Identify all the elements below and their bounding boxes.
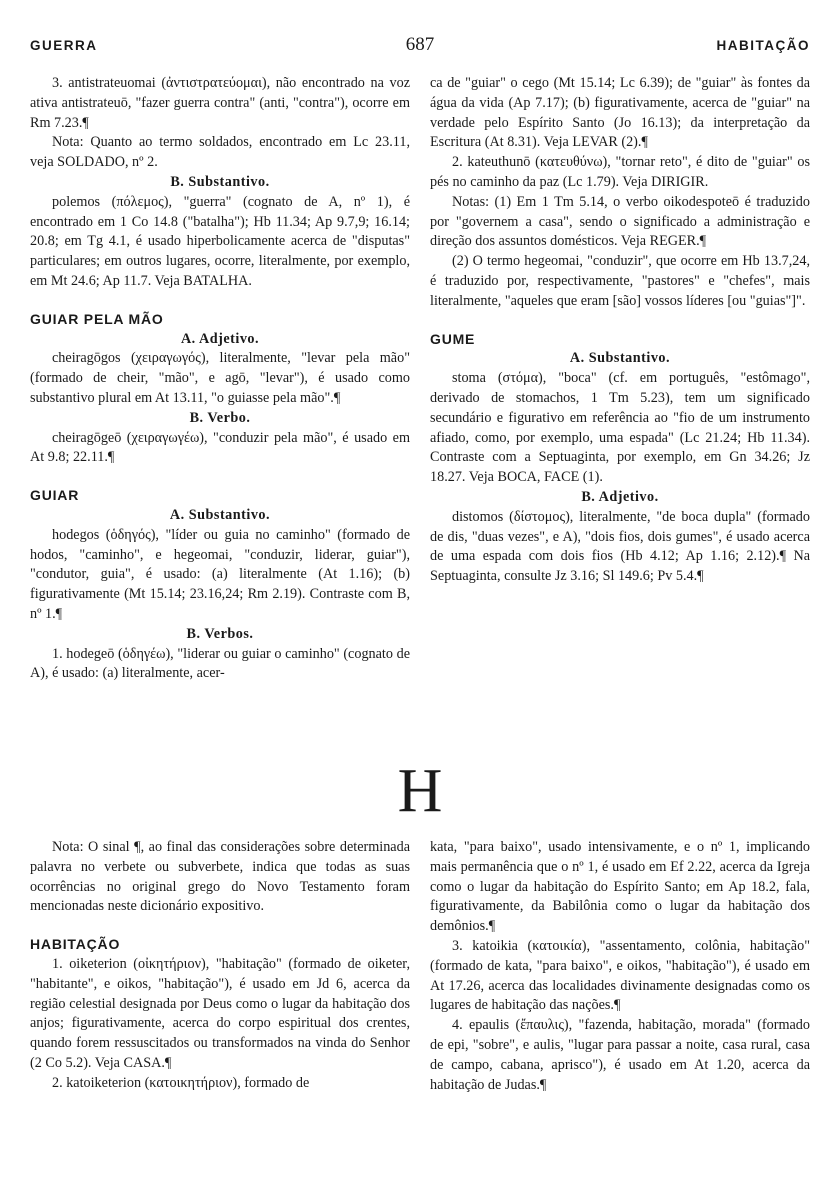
- paragraph: cheiragōgeō (χειραγωγέω), "conduzir pela mão", é usado em At 9.8; 22.11.¶: [30, 429, 410, 466]
- paragraph: kata, "para baixo", usado intensivamente, e o nº 1, implicando mais permanência que o nº 1, é usado em Ef 2.22, acerca da Igreja como o lugar da habitação do Espírito Santo; em Ap 18.2, fala, figurativamente, da Babilônia como o lugar da habitação dos demônios.¶: [430, 839, 810, 935]
- subsection-heading: B. Verbos.: [186, 625, 254, 642]
- paragraph: Nota: O sinal ¶, ao final das considerações sobre determinada palavra no verbete ou subverbete, indica que todas as suas ocorrências no original grego do Novo Testamento foram mencionadas neste dicionário expositivo.: [30, 839, 410, 915]
- column-top-right: [430, 74, 810, 587]
- subsection-heading: B. Verbo.: [189, 409, 251, 426]
- paragraph: Nota: Quanto ao termo soldados, encontrado em Lc 23.11, veja SOLDADO, nº 2.: [30, 134, 410, 171]
- subsection-heading: A. Substantivo.: [569, 350, 671, 367]
- paragraph: distomos (δίστομος), literalmente, "de boca dupla" (formado de dis, "duas vezes", e A), "dois fios, dois gumes", é usado acerca de uma espada com dois fios (Hb 4.12; Ap 1.16; 2.12).¶ Na Septuaginta, consulte Jz 3.16; Sl 149.6; Pv 5.4.¶: [430, 508, 810, 585]
- column-bottom-left: [30, 838, 410, 1094]
- paragraph: 2. kateuthunō (κατευθύνω), "tornar reto", é dito de "guiar" os pés no caminho da paz (Lc 1.79). Veja DIRIGIR.: [430, 154, 810, 190]
- paragraph: 1. oiketerion (οἰκητήριον), "habitação" (formado de oiketer, "habitante", e oikos, "habitação"), é usado em Jd 6, acerca da região celestial designada por Deus como o lugar da habitação dos anjos; figurativamente, acerca do corpo espiritual dos crentes, quando forem ressuscitados ou transformados na vinda do Senhor (2 Co 5.2). Veja CASA.¶: [30, 955, 410, 1071]
- paragraph: ca de "guiar" o cego (Mt 15.14; Lc 6.39); de "guiar" às fontes da água da vida (Ap 7.17); (b) figurativamente, acerca de "guiar" na verdade pelo Espírito Santo (Jo 16.13); da interpretação da Escritura (At 8.31). Veja LEVAR (2).¶: [430, 75, 810, 151]
- paragraph: 1. hodegeō (ὁδηγέω), "liderar ou guiar o caminho" (cognato de A), é usado: (a) literalmente, acer-: [30, 645, 410, 682]
- paragraph: Notas: (1) Em 1 Tm 5.14, o verbo oikodespoteō é traduzido por "governem a casa", sendo o significado a administração e direção dos assuntos domésticos. Veja REGER.¶: [430, 193, 810, 250]
- entry-heading: GUIAR: [30, 487, 80, 504]
- running-header: [30, 36, 810, 58]
- page-number: 687: [405, 34, 435, 55]
- subsection-heading: A. Adjetivo.: [180, 330, 260, 347]
- subsection-heading: B. Substantivo.: [170, 173, 270, 190]
- column-bottom-right: [430, 838, 810, 1095]
- paragraph: 2. katoiketerion (κατοικητήριον), formado de: [52, 1074, 310, 1091]
- header-right-entry: HABITAÇÃO: [716, 38, 810, 53]
- entry-heading: GUME: [430, 330, 476, 347]
- entry-heading: GUIAR PELA MÃO: [30, 310, 164, 327]
- paragraph: (2) O termo hegeomai, "conduzir", que ocorre em Hb 13.7,24, é traduzido por, respectivamente, "pastores" e "chefes", mais literalmente, "aqueles que eram [são] vossos líderes [ou "guias"]".: [430, 253, 810, 309]
- paragraph: 3. katoikia (κατοικία), "assentamento, colônia, habitação" (formado de kata, "para baixo", e oikos, "habitação"), é usado em At 17.26, acerca das localidades divinamente designadas como os lugares de habitação das nações.¶: [430, 937, 810, 1014]
- column-top-left: [30, 74, 410, 684]
- section-letter: H: [397, 757, 443, 825]
- paragraph: 3. antistrateuomai (ἀντιστρατεύομαι), não encontrado na voz ativa antistrateuō, "fazer guerra contra" (anti, "contra"), ocorre em Rm 7.23.¶: [30, 75, 410, 131]
- paragraph: stoma (στόμα), "boca" (cf. em português, "estômago", derivado de stomachos, 1 Tm 5.23), tem um significado secundário e figurativo em referência ao "fio de um instrumento afiado, como, por exemplo, uma espada" (Lc 21.24; Hb 11.34). Contraste com a Septuaginta, por exemplo, em Gn 34.26; Jz 18.27. Veja BOCA, FACE (1).: [430, 370, 810, 486]
- paragraph: cheiragōgos (χειραγωγός), literalmente, "levar pela mão" (formado de cheir, "mão", e agō, "levar"), é usado como substantivo plural em At 13.11, "o guiasse pela mão".¶: [30, 350, 410, 406]
- paragraph: polemos (πόλεμος), "guerra" (cognato de A, nº 1), é encontrado em 1 Co 14.8 ("batalha"); Hb 11.34; Ap 9.7,9; 16.14; 20.8; em Tg 4.1, é usado hiperbolicamente acerca de "disputas" particulares; em outros lugares, ocorre, literalmente, por exemplo, em Mt 24.6; Ap 11.7. Veja BATALHA.: [30, 193, 410, 289]
- paragraph: hodegos (ὁδηγός), "líder ou guia no caminho" (formado de hodos, "caminho", e hegeomai, "conduzir, liderar, guiar"), "condutor, guia", é usado: (a) literalmente (At 1.16); (b) figurativamente (Mt 15.14; 23.16,24; Rm 2.19). Contraste com B, nº 1.¶: [30, 526, 410, 622]
- subsection-heading: A. Substantivo.: [169, 506, 271, 523]
- subsection-heading: B. Adjetivo.: [581, 488, 659, 505]
- header-left-entry: GUERRA: [30, 38, 98, 53]
- paragraph: 4. epaulis (ἔπαυλις), "fazenda, habitação, morada" (formado de epi, "sobre", e aulis, "lugar para passar a noite, casa rural, casa de campo, cabana, aprisco"), é usado em At 1.20, acerca da habitação de Judas.¶: [430, 1017, 810, 1093]
- entry-heading: HABITAÇÃO: [30, 936, 121, 953]
